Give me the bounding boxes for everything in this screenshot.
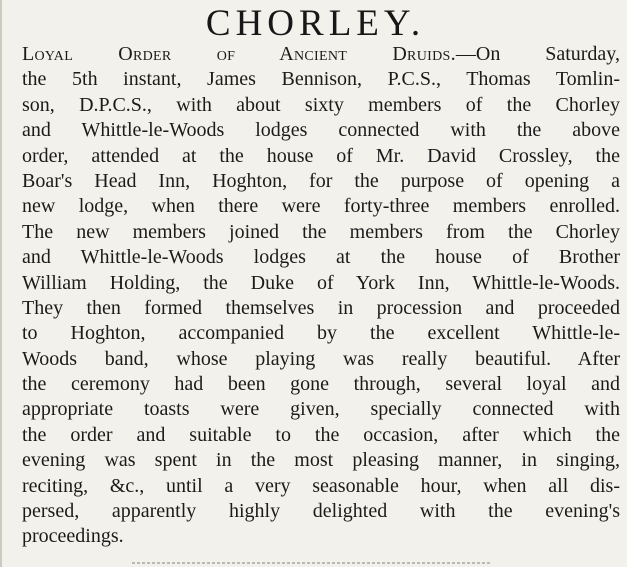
- article-line: to Hoghton, accompanied by the excellent Whittle-le-: [22, 322, 620, 345]
- article-heading: CHORLEY.: [205, 3, 426, 44]
- article-line: Woods band, whose playing was really beautiful. After: [22, 347, 620, 370]
- article-line: They then formed themselves in procession and proceeded: [22, 296, 620, 319]
- article-body: [22, 42, 620, 550]
- article-line: and Whittle-le-Woods lodges connected with the above: [22, 119, 620, 142]
- lead-in-caption: Loyal Order of Ancient Druids.: [22, 43, 456, 65]
- article-line: William Holding, the Duke of York Inn, Whittle-le-Woods.: [22, 271, 620, 294]
- article-line: the 5th instant, James Bennison, P.C.S., Thomas Tomlin-: [22, 68, 620, 91]
- article-line: new lodge, when there were forty-three members enrolled.: [22, 195, 620, 218]
- article-line: reciting, &c., until a very seasonable hour, when all dis-: [22, 474, 620, 497]
- article-line: the order and suitable to the occasion, after which the: [22, 423, 620, 446]
- article-line: appropriate toasts were given, specially connected with: [22, 398, 620, 421]
- article-line-1: [22, 42, 620, 67]
- article-line: The new members joined the members from the Chorley: [22, 220, 620, 243]
- article-line: order, attended at the house of Mr. David Crossley, the: [22, 144, 620, 167]
- first-line-rest: —On Saturday,: [455, 43, 620, 65]
- article-line: the ceremony had been gone through, several loyal and: [22, 373, 620, 396]
- article-line-last: proceedings.: [22, 525, 124, 548]
- article-line: Boar's Head Inn, Hoghton, for the purpose of opening a: [22, 169, 620, 192]
- bottom-divider: [132, 562, 492, 564]
- article-line: and Whittle-le-Woods lodges at the house of Brother: [22, 246, 620, 269]
- article-line: persed, apparently highly delighted with the evening's: [22, 500, 620, 523]
- article-line: son, D.P.C.S., with about sixty members of the Chorley: [22, 93, 620, 116]
- article-line: evening was spent in the most pleasing manner, in singing,: [22, 449, 620, 472]
